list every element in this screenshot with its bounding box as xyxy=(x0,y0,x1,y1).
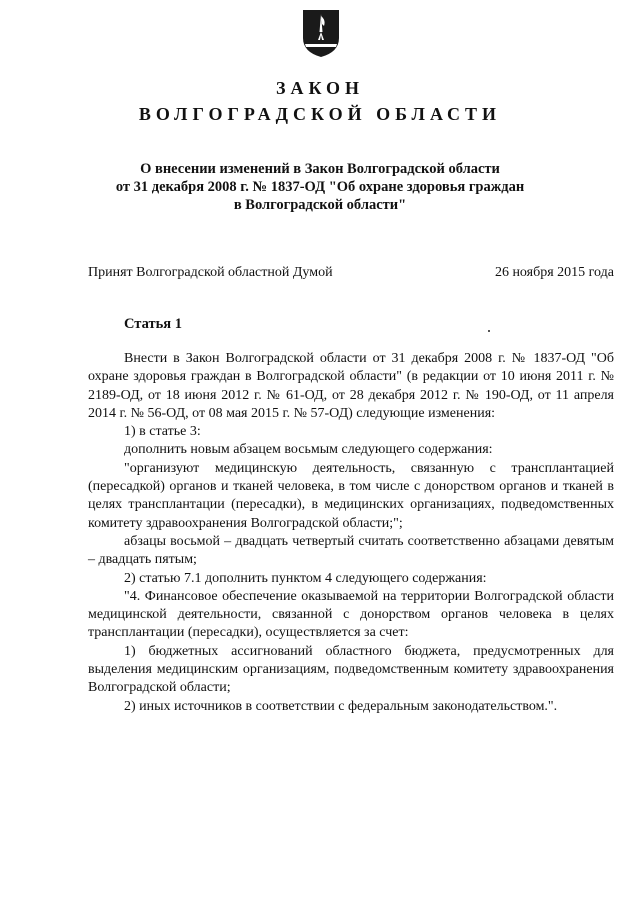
document-title xyxy=(100,160,540,214)
title-line: от 31 декабря 2008 г. № 1837-ОД "Об охране здоровья граждан xyxy=(115,179,525,195)
article-paragraph: абзацы восьмой – двадцать четвертый считать соответственно абзацами девятым – двадцать пятым; xyxy=(88,533,614,568)
region-heading: ВОЛГОГРАДСКОЙ ОБЛАСТИ xyxy=(138,104,502,124)
article-paragraph: Внести в Закон Волгоградской области от 31 декабря 2008 г. № 1837-ОД "Об охране здоровья граждан в Волгоградской области" (в редакции от 10 июня 2011 г. № 2189-ОД, от 18 июня 2012 г. № 61-ОД, от 28 декабря 2012 г. № 190-ОД, от 11 апреля 2014 г. № 56-ОД, от 08 мая 2015 г. № 57-ОД) следующие изменения: xyxy=(88,351,614,421)
article-paragraph: 1) в статье 3: xyxy=(124,424,201,440)
title-line: в Волгоградской области" xyxy=(233,197,407,213)
article-paragraph: 2) статью 7.1 дополнить пунктом 4 следующего содержания: xyxy=(124,570,487,586)
adoption-line xyxy=(88,264,614,282)
adopted-by-text: Принят Волгоградской областной Думой xyxy=(88,265,333,280)
scan-speck xyxy=(488,330,490,332)
title-line: О внесении изменений в Закон Волгоградской области xyxy=(140,161,500,177)
adoption-date: 26 ноября 2015 года xyxy=(494,265,614,280)
document-type-heading: ЗАКОН xyxy=(275,78,365,98)
article-paragraph: дополнить новым абзацем восьмым следующего содержания: xyxy=(124,442,493,458)
article-paragraph: 2) иных источников в соответствии с федеральным законодательством.". xyxy=(124,698,558,714)
coat-of-arms-icon xyxy=(301,8,341,58)
article-heading: Статья 1 xyxy=(124,316,182,332)
article-body xyxy=(88,350,614,716)
article-paragraph: "4. Финансовое обеспечение оказываемой на территории Волгоградской области медицинской деятельности, связанной с донорством органов человека в целях трансплантации (пересадки), осуществляется за счет: xyxy=(88,588,614,641)
article-paragraph: "организуют медицинскую деятельность, связанную с трансплантацией (пересадкой) органов и тканей человека, в том числе с донорством органов и тканей в целях трансплантации (пересадки), в медицинских организациях, подведомственных комитету здравоохранения Волгоградской области;"; xyxy=(88,460,614,531)
article-paragraph: 1) бюджетных ассигнований областного бюджета, предусмотренных для выделения медицинским организациям, подведомственным комитету здравоохранения Волгоградской области; xyxy=(88,643,614,696)
